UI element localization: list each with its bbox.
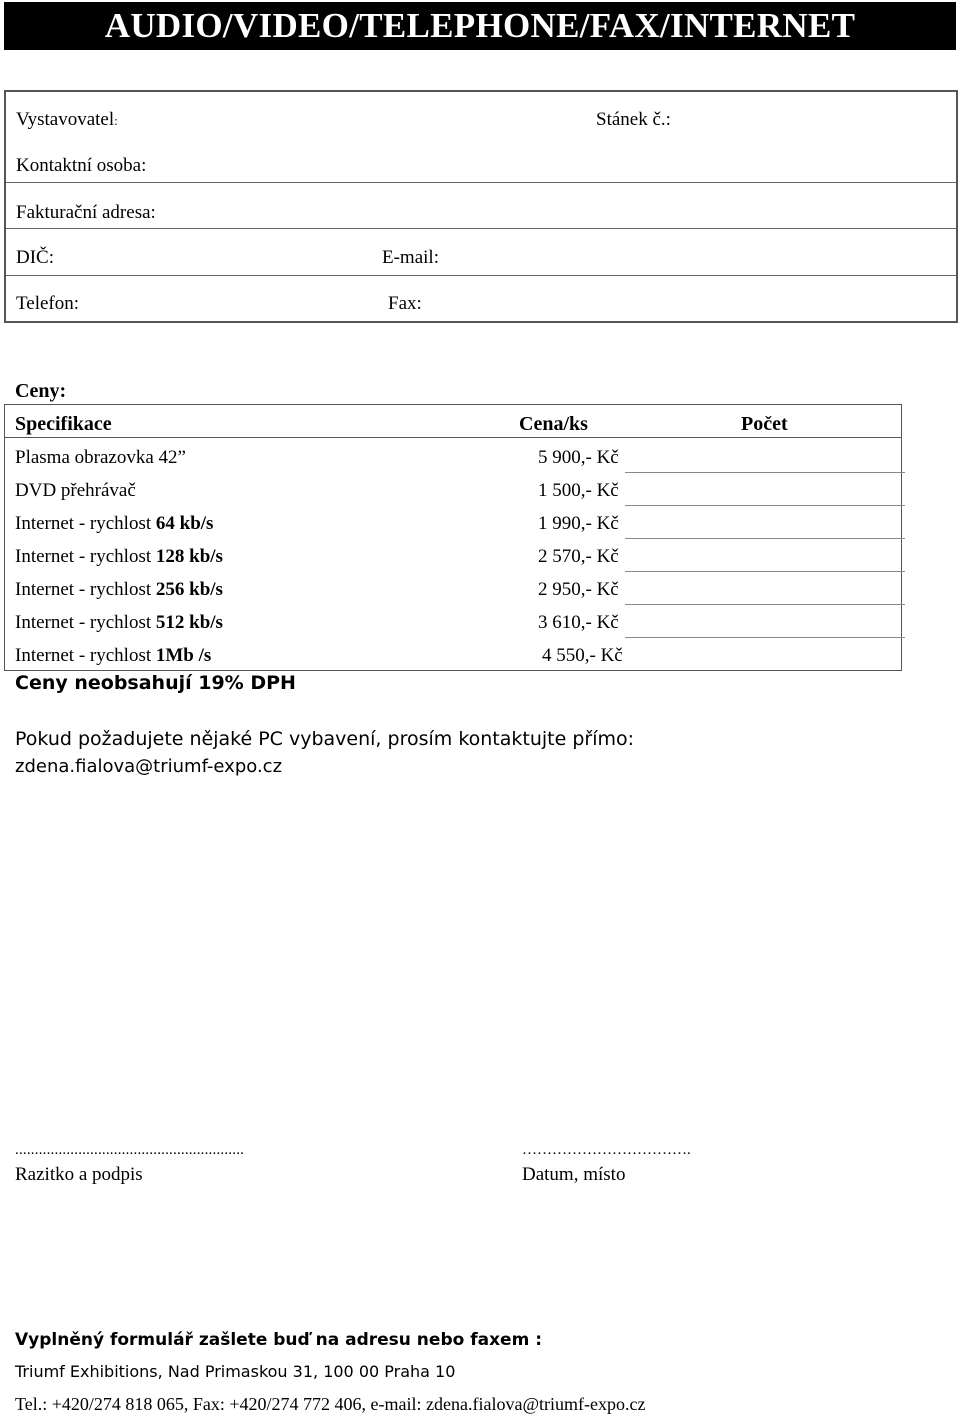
price-row-price: 2 570,- Kč — [538, 546, 619, 567]
footer-contact: Tel.: +420/274 818 065, Fax: +420/274 772 406, e-mail: zdena.fialova@triumf-expo.cz — [15, 1394, 646, 1414]
count-cell-line[interactable] — [625, 538, 905, 539]
spec-text: Internet - rychlost — [15, 546, 156, 567]
price-row-spec — [15, 480, 136, 502]
price-row-spec — [15, 612, 223, 634]
price-row-spec — [15, 513, 213, 535]
exhibitor-label: Vystavovatel — [16, 109, 115, 130]
form-divider — [6, 275, 956, 276]
prices-heading: Ceny: — [15, 380, 67, 402]
phone-field[interactable]: Telefon: — [16, 293, 80, 314]
dic-field[interactable]: DIČ: — [16, 247, 54, 268]
count-cell-line[interactable] — [625, 604, 905, 605]
count-cell-line[interactable] — [625, 472, 905, 473]
spec-text: Internet - rychlost — [15, 579, 156, 600]
price-table — [4, 404, 902, 671]
form-divider — [6, 228, 956, 229]
spec-text: Internet - rychlost — [15, 645, 156, 666]
spec-speed: 128 kb/s — [155, 546, 223, 567]
price-row-price: 5 900,- Kč — [538, 447, 619, 468]
spec-text: DVD přehrávač — [15, 480, 136, 501]
spec-text: Internet - rychlost — [15, 612, 156, 633]
count-cell-line[interactable] — [625, 571, 905, 572]
fax-field[interactable]: Fax: — [388, 293, 422, 314]
spec-speed: 512 kb/s — [155, 612, 223, 633]
pc-note: Pokud požadujete nějaké PC vybavení, prosím kontaktujte přímo: — [15, 728, 635, 750]
page-title: AUDIO/VIDEO/TELEPHONE/FAX/INTERNET — [104, 6, 856, 45]
exhibitor-colon: : — [114, 113, 118, 128]
stand-field[interactable]: Stánek č.: — [596, 109, 671, 130]
spec-speed: 256 kb/s — [155, 579, 223, 600]
price-row-price: 2 950,- Kč — [538, 579, 619, 600]
signature-line: .......................................................... — [15, 1142, 245, 1158]
pc-contact-email[interactable]: zdena.fialova@triumf-expo.cz — [15, 756, 283, 777]
price-row-price: 1 500,- Kč — [538, 480, 619, 501]
price-row-spec — [15, 579, 223, 601]
title-bar — [4, 2, 956, 50]
signature-label: Razitko a podpis — [15, 1164, 143, 1185]
col-spec-header: Specifikace — [15, 413, 112, 435]
price-row-price: 3 610,- Kč — [538, 612, 619, 633]
email-field[interactable]: E-mail: — [382, 247, 439, 268]
col-price-header: Cena/ks — [519, 413, 588, 435]
exhibitor-form — [4, 90, 958, 323]
price-row-price: 1 990,- Kč — [538, 513, 619, 534]
footer-heading: Vyplněný formulář zašlete buď na adresu nebo faxem : — [15, 1330, 542, 1350]
spec-text: Internet - rychlost — [15, 513, 156, 534]
price-row-spec — [15, 645, 211, 667]
count-cell-line[interactable] — [625, 637, 905, 638]
price-row-price: 4 550,- Kč — [542, 645, 623, 666]
count-cell-line[interactable] — [625, 505, 905, 506]
date-place-label: Datum, místo — [522, 1164, 626, 1185]
col-count-header: Počet — [741, 413, 788, 435]
spec-text: Plasma obrazovka 42” — [15, 447, 186, 468]
footer-address: Triumf Exhibitions, Nad Primaskou 31, 100 00 Praha 10 — [15, 1362, 456, 1381]
form-divider — [6, 182, 956, 183]
spec-speed: 1Mb /s — [155, 645, 212, 666]
date-place-line: ……………………………. — [522, 1142, 691, 1158]
price-row-spec — [15, 447, 186, 469]
vat-note: Ceny neobsahují 19% DPH — [15, 672, 296, 694]
spec-speed: 64 kb/s — [155, 513, 214, 534]
price-row-spec — [15, 546, 223, 568]
billing-address-field[interactable]: Fakturační adresa: — [16, 202, 156, 223]
exhibitor-field[interactable] — [16, 109, 118, 131]
contact-field[interactable]: Kontaktní osoba: — [16, 155, 147, 176]
header-divider — [5, 437, 901, 438]
